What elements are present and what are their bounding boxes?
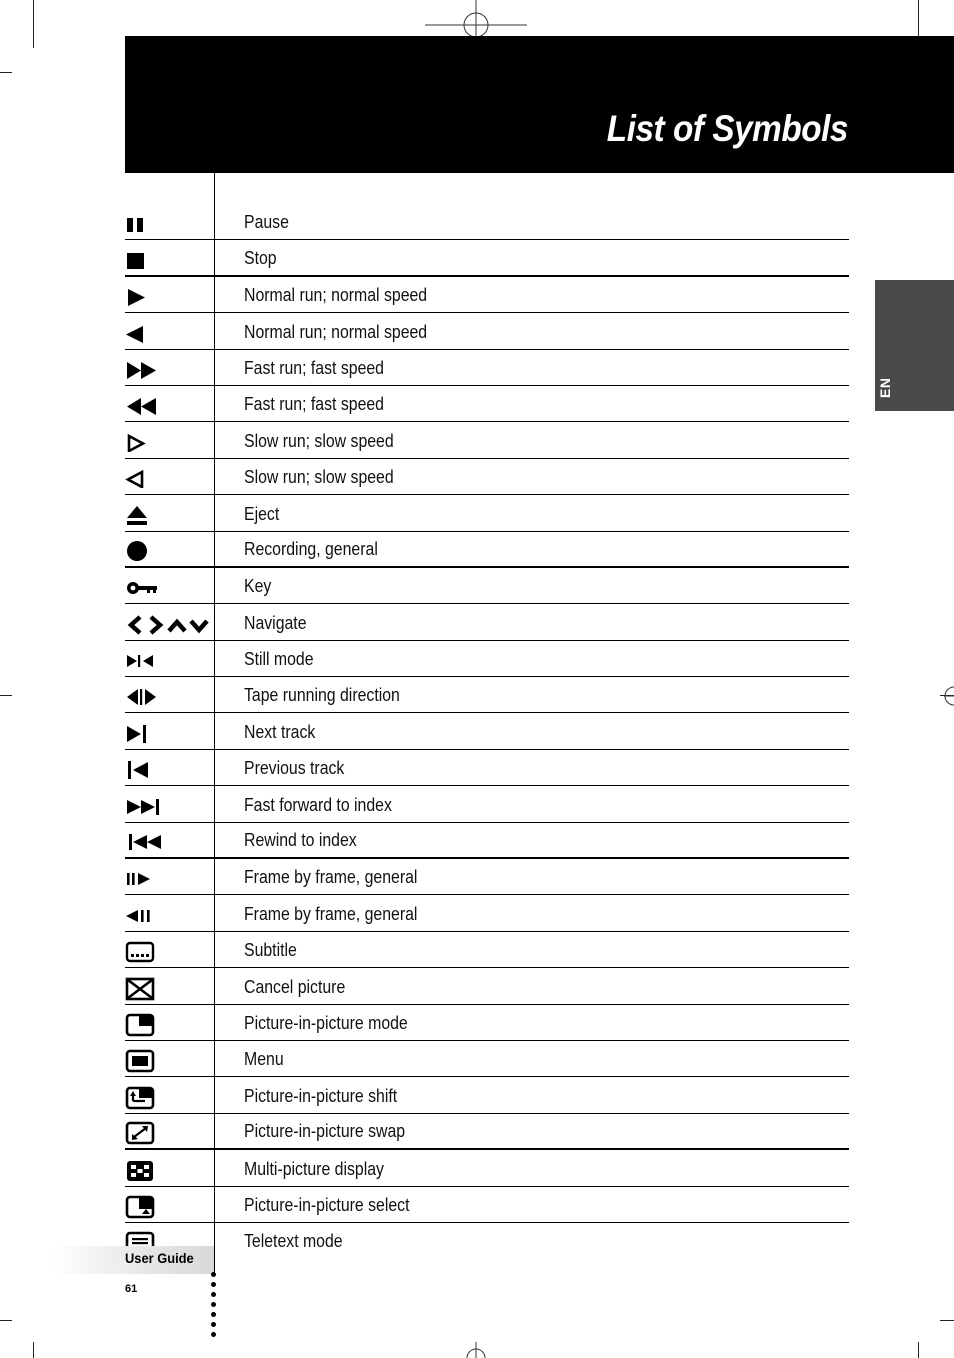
- crop-mark: [940, 1320, 954, 1321]
- symbol-label: Menu: [244, 1049, 284, 1070]
- symbol-label: Fast forward to index: [244, 794, 392, 815]
- crop-mark: [33, 0, 34, 48]
- symbol-label: Fast run; fast speed: [244, 394, 385, 415]
- list-item: [125, 1041, 849, 1077]
- cancel-picture-icon: [125, 976, 211, 1002]
- page-title: List of Symbols: [606, 108, 848, 149]
- list-item: [125, 932, 849, 968]
- registration-mark-icon: [944, 686, 954, 706]
- symbol-label: Frame by frame, general: [244, 903, 418, 924]
- list-item: [125, 568, 849, 604]
- symbol-label: Subtitle: [244, 940, 297, 961]
- list-item: [125, 459, 849, 495]
- dotted-rule: [211, 1272, 217, 1342]
- key-icon: [125, 575, 211, 601]
- symbol-label: Multi-picture display: [244, 1158, 384, 1179]
- registration-mark-icon: [465, 1342, 487, 1358]
- symbol-label: Pause: [244, 212, 289, 233]
- list-item: [125, 422, 849, 458]
- list-item: [125, 386, 849, 422]
- symbol-label: Slow run; slow speed: [244, 467, 394, 488]
- symbol-label: Previous track: [244, 758, 345, 779]
- list-item: [125, 968, 849, 1004]
- pip-shift-icon: [125, 1085, 211, 1111]
- symbol-label: Fast run; fast speed: [244, 357, 385, 378]
- rewind-index-icon: [125, 829, 211, 855]
- menu-icon: [125, 1048, 211, 1074]
- list-item: [125, 313, 849, 349]
- previous-track-icon: [125, 757, 211, 783]
- list-item: [125, 240, 849, 276]
- play-icon: [125, 284, 211, 310]
- tape-direction-icon: [125, 684, 211, 710]
- frame-forward-icon: [125, 866, 211, 892]
- list-item: [125, 786, 849, 822]
- symbol-label: Picture-in-picture select: [244, 1194, 410, 1215]
- pip-select-icon: [125, 1194, 211, 1220]
- list-item: [125, 713, 849, 749]
- pip-mode-icon: [125, 1012, 211, 1038]
- next-track-icon: [125, 721, 211, 747]
- list-item: [125, 204, 849, 240]
- symbol-label: Eject: [244, 503, 280, 524]
- list-item: [125, 895, 849, 931]
- record-icon: [125, 538, 211, 564]
- navigate-arrows-icon: [125, 612, 211, 638]
- fast-forward-icon: [125, 357, 211, 383]
- crop-mark: [918, 0, 919, 36]
- slow-forward-icon: [125, 430, 211, 456]
- header-band: [125, 36, 954, 173]
- list-item: [125, 1223, 849, 1258]
- crop-mark: [33, 1342, 34, 1358]
- footer-label: User Guide: [125, 1250, 194, 1266]
- list-item: [125, 823, 849, 859]
- symbol-label: Normal run; normal speed: [244, 285, 428, 306]
- symbol-table: [125, 204, 849, 1258]
- crop-mark: [0, 695, 12, 696]
- symbol-label: Rewind to index: [244, 830, 357, 851]
- symbol-label: Stop: [244, 247, 277, 268]
- list-item: [125, 1114, 849, 1150]
- list-item: [125, 1150, 849, 1186]
- list-item: [125, 1187, 849, 1223]
- symbol-label: Navigate: [244, 612, 307, 633]
- symbol-label: Key: [244, 576, 272, 597]
- symbol-label: Recording, general: [244, 538, 378, 559]
- symbol-label: Next track: [244, 721, 316, 742]
- symbol-label: Cancel picture: [244, 976, 346, 997]
- list-item: [125, 859, 849, 895]
- reverse-play-icon: [125, 321, 211, 347]
- list-item: [125, 641, 849, 677]
- fast-rewind-icon: [125, 393, 211, 419]
- language-tab-label: EN: [877, 377, 893, 398]
- crop-mark: [918, 1342, 919, 1358]
- symbol-label: Picture-in-picture swap: [244, 1121, 406, 1142]
- list-item: [125, 532, 849, 568]
- symbol-label: Teletext mode: [244, 1231, 343, 1252]
- still-mode-icon: [125, 648, 211, 674]
- pause-icon: [125, 211, 211, 237]
- eject-icon: [125, 503, 211, 529]
- list-item: [125, 1005, 849, 1041]
- symbol-label: Picture-in-picture shift: [244, 1085, 398, 1106]
- crop-mark: [0, 72, 12, 73]
- symbol-label: Normal run; normal speed: [244, 321, 428, 342]
- crop-mark: [0, 1320, 12, 1321]
- page-number: 61: [125, 1283, 138, 1295]
- multi-picture-icon: [125, 1158, 211, 1184]
- fast-forward-index-icon: [125, 794, 211, 820]
- list-item: [125, 677, 849, 713]
- symbol-label: Picture-in-picture mode: [244, 1012, 408, 1033]
- symbol-label: Slow run; slow speed: [244, 430, 394, 451]
- list-item: [125, 350, 849, 386]
- list-item: [125, 750, 849, 786]
- subtitle-icon: [125, 939, 211, 965]
- pip-swap-icon: [125, 1120, 211, 1146]
- symbol-label: Frame by frame, general: [244, 867, 418, 888]
- symbol-label: Tape running direction: [244, 685, 400, 706]
- list-item: [125, 495, 849, 531]
- frame-backward-icon: [125, 903, 211, 929]
- list-item: [125, 277, 849, 313]
- slow-reverse-icon: [125, 466, 211, 492]
- symbol-label: Still mode: [244, 649, 314, 670]
- stop-icon: [125, 247, 211, 273]
- list-item: [125, 604, 849, 640]
- list-item: [125, 1077, 849, 1113]
